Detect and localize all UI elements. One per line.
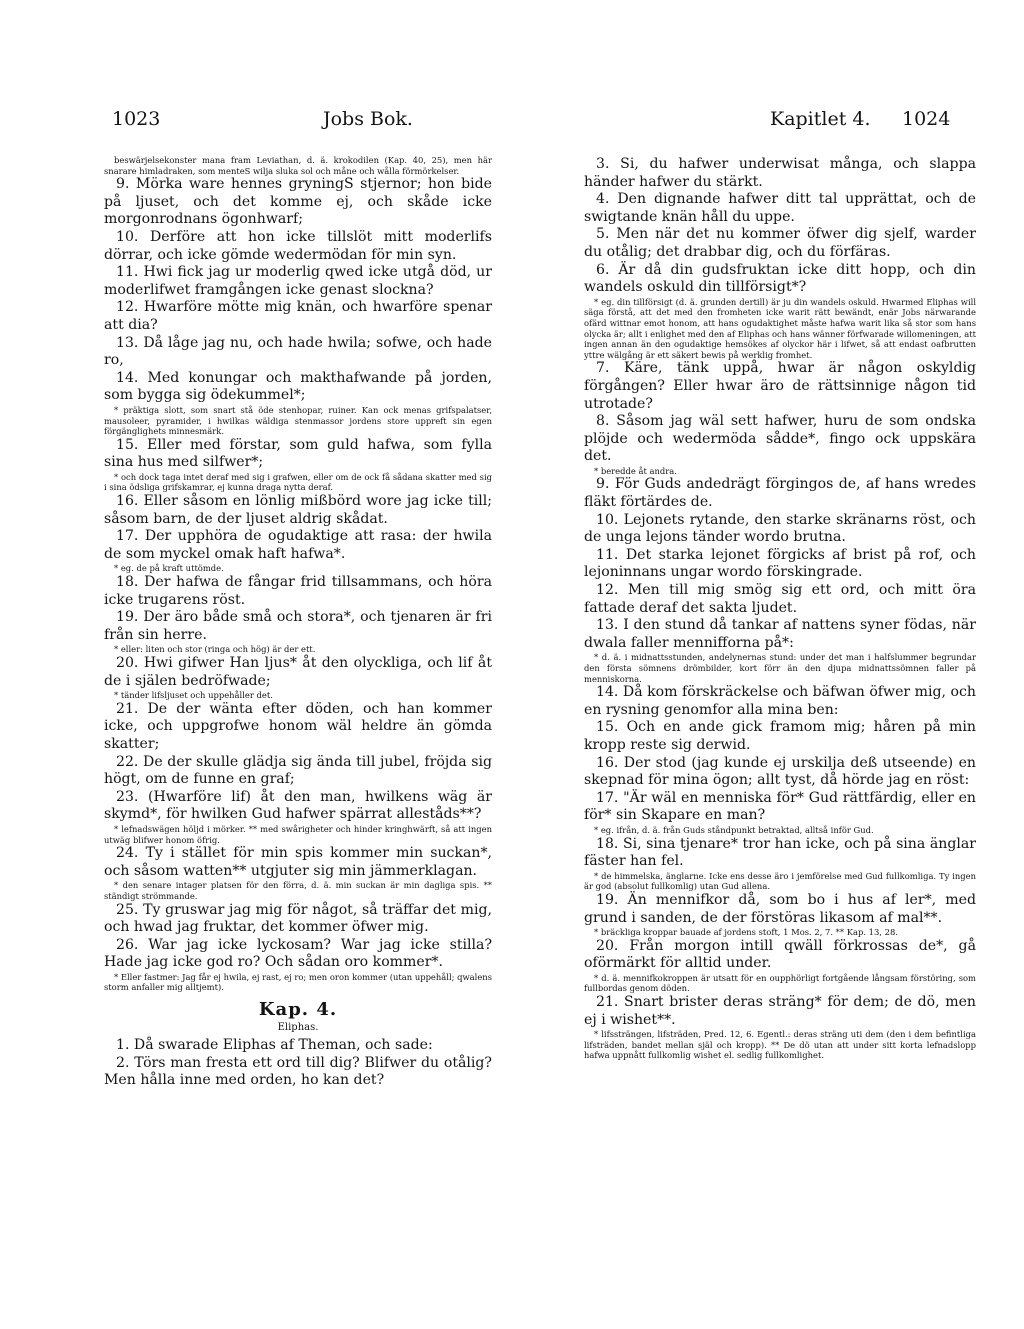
verse-paragraph: 25. Ty gruswar jag mig för något, så träffar det mig, och hwad jag fruktar, det kommer öfwer mig. — [104, 901, 492, 936]
verse-paragraph: 18. Der hafwa de fångar frid tillsammans, och höra icke trugarens röst. — [104, 574, 492, 608]
verse-paragraph: 12. Hwarföre mötte mig knän, och hwarföre spenar att dia? — [104, 299, 492, 333]
verse-paragraph: 19. Än mennifkor då, som bo i hus af ler*, med grund i sanden, de der förstöras likasom af mal**. — [584, 891, 976, 926]
verse-paragraph: 17. "Är wäl en menniska för* Gud rättfärdig, eller en för* sin Skapare en man? — [584, 789, 976, 824]
verse-paragraph: 23. (Hwarföre lif) åt den man, hwilkens wäg är skymd*, för hwilken Gud hafwer spärrat alleståds**? — [104, 788, 492, 823]
footnote: * lifssträngen, lifsträden, Pred. 12, 6. Egentl.: deras sträng uti dem (den i dem befintliga lifsträden, bandet mellan själ och kropp). ** De dö utan att under sitt korta lefnadslopp hafwa uppnått fullkomlig wishet el. sedlig fullkomlighet. — [584, 1029, 976, 1061]
verse-paragraph: 14. Med konungar och makthafwande på jorden, som bygga sig ödekummel*; — [104, 369, 492, 404]
verse-paragraph: 11. Det starka lejonet förgicks af brist på rof, och lejoninnans ungar wordo förskingrade. — [584, 546, 976, 581]
verse-paragraph: 22. De der skulle glädja sig ända till jubel, fröjda sig högt, om de funne en graf; — [104, 753, 492, 788]
verse-paragraph: 3. Si, du hafwer underwisat många, och slappa händer hafwer du stärkt. — [584, 156, 976, 190]
verse-paragraph: 26. War jag icke lyckosam? War jag icke stilla? Hade jag icke god ro? Och sådan oro kommer*. — [104, 936, 492, 971]
verse-paragraph: 9. Mörka ware hennes gryningS stjernor; hon bide på ljuset, och det komme ej, och skåde icke morgonrodnans ögonhwarf; — [104, 176, 492, 228]
verse-paragraph: 20. Från morgon intill qwäll förkrossas de*, gå oförmärkt för alltid under. — [584, 937, 976, 972]
right-column — [584, 156, 976, 1061]
verse-paragraph: 11. Hwi fick jag ur moderlig qwed icke utgå död, ur moderlifwet framgången icke genast slockna? — [104, 264, 492, 298]
footnote: * och dock taga intet deraf med sig i grafwen, eller om de ock få sådana skatter med sig i sina ödsliga grifskamrar, ej kunna draga nytta deraf. — [104, 471, 492, 493]
section-subheading: Eliphas. — [277, 1022, 319, 1034]
footnote: * beredde åt andra. — [594, 465, 677, 476]
verse-paragraph: 4. Den dignande hafwer ditt tal upprättat, och de swigtande knän håll du uppe. — [584, 191, 976, 225]
footnote: * präktiga slott, som snart stå öde stenhopar, ruiner. Kan ock menas grifspalatser, mausoleer, pyramider, i hwilkas wäldiga stenmassor jordens store uppreft sin egen förgänglighets minnesmärk. — [104, 404, 492, 437]
verse-paragraph: 13. Då låge jag nu, och hade hwila; sofwe, och hade ro, — [104, 334, 492, 369]
verse-paragraph: 5. Men när det nu kommer öfwer dig sjelf, warder du otålig; det drabbar dig, och du förfäras. — [584, 226, 976, 260]
verse-paragraph: 1. Då swarade Eliphas af Theman, och sade: — [116, 1037, 433, 1054]
verse-paragraph: 9. För Guds andedrägt förgingos de, af hans wredes fläkt förtärdes de. — [584, 476, 976, 511]
footnote: * den senare intager platsen för den förra, d. ä. min suckan är min dagliga spis. ** ständigt strömmande. — [104, 880, 492, 901]
verse-paragraph: 10. Lejonets rytande, den starke skränarns röst, och de unga lejons tänder wordo brutna. — [584, 511, 976, 546]
chapter-label: Kapitlet 4. — [770, 108, 871, 130]
footnote: * eg. ifrån, d. ä. från Guds ståndpunkt betraktad, alltså inför Gud. — [594, 824, 874, 835]
footnote: * eg. de på kraft uttömde. — [114, 563, 224, 574]
footnote: * eller: liten och stor (ringa och hög) är der ett. — [114, 644, 316, 655]
footnote: beswärjelsekonster mana fram Leviathan, d. ä. krokodilen (Kap. 40, 25), men här snarare himladraken, som menteS wilja sluka sol och måne och wålla förmörkelser. — [104, 155, 492, 176]
verse-paragraph: 10. Derföre att hon icke tillslöt mitt moderlifs dörrar, och icke gömde wedermödan för min syn. — [104, 228, 492, 263]
verse-paragraph: 14. Då kom förskräckelse och bäfwan öfwer mig, och en rysning genomfor alla mina ben: — [584, 684, 976, 718]
footnote: * eg. din tillförsigt (d. ä. grunden dertill) är ju din wandels oskuld. Hwarmed Eliphas will säga förstå, att det med den fromheten icke warit rätt bewändt, enär Jobs närwarande ofärd wittnar emot honom, att hans ogudaktighet måste hafwa warit lika så stor som hans olycka är; allt i enlighet med den af Eliphas och hans wänner förfwarade willomeningen, att ingen annan än den ogudaktige hemsökes af olyckor här i lifwet, så att endast oafbrutten yttre wälgång är ett säkert bewis på werklig fromhet. — [584, 296, 976, 360]
verse-paragraph: 18. Si, sina tjenare* tror han icke, och på sina änglar fäster han fel. — [584, 835, 976, 870]
verse-paragraph: 13. I den stund då tankar af nattens syner födas, när dwala faller mennifforna på*: — [584, 617, 976, 651]
verse-paragraph: 15. Eller med förstar, som guld hafwa, som fylla sina hus med silfwer*; — [104, 436, 492, 471]
left-column — [104, 155, 492, 1090]
footnote: * d. ä. i midnattsstunden, andelynernas stund: under det man i halfslummer begrundar den första sömnens drömbilder, kort förr än den djupa midnattssömnen faller på menniskorna. — [584, 652, 976, 684]
verse-paragraph: 16. Der stod (jag kunde ej urskilja deß utseende) en skepnad för mina ögon; allt tyst, då hörde jag en röst: — [584, 754, 976, 789]
footnote: * de himmelska, änglarne. Icke ens desse äro i jemförelse med Gud fullkomliga. Ty ingen är god (absolut fullkomlig) utan Gud allena. — [584, 870, 976, 892]
verse-paragraph: 21. Snart brister deras sträng* för dem; de dö, men ej i wishet**. — [584, 994, 976, 1028]
page-header — [112, 108, 972, 138]
chapter-heading: Kap. 4. — [258, 999, 338, 1021]
footnote: * bräckliga kroppar bauade af jordens stoft, 1 Mos. 2, 7. ** Kap. 13, 28. — [594, 927, 898, 938]
footnote: * tänder lifsljuset och uppehåller det. — [114, 690, 273, 701]
verse-paragraph: 6. Är då din gudsfruktan icke ditt hopp, och din wandels oskuld din tillförsigt*? — [584, 261, 976, 296]
verse-paragraph: 15. Och en ande gick framom mig; håren på min kropp reste sig derwid. — [584, 719, 976, 753]
book-title: Jobs Bok. — [323, 108, 413, 130]
page-number-left: 1023 — [112, 108, 161, 130]
verse-paragraph: 19. Der äro både små och stora*, och tjenaren är fri från sin herre. — [104, 609, 492, 643]
verse-paragraph: 2. Törs man fresta ett ord till dig? Blifwer du otålig? Men hålla inne med orden, ho kan det? — [104, 1054, 492, 1089]
verse-paragraph: 7. Käre, tänk uppå, hwar är någon oskyldig förgången? Eller hwar äro de rättsinnige någon tid utrotade? — [584, 360, 976, 412]
footnote: * Eller fastmer: Jag får ej hwila, ej rast, ej ro; men oron kommer (utan uppehåll; qwalens storm anfaller mig alltjemt). — [104, 971, 492, 993]
verse-paragraph: 16. Eller såsom en lönlig mißbörd wore jag icke till; såsom barn, de der ljuset aldrig skådat. — [104, 493, 492, 527]
footnote: * d. ä. mennifkokroppen är utsatt för en oupphörligt fortgående långsam förstöring, som fullbordas genom döden. — [584, 972, 976, 994]
verse-paragraph: 20. Hwi gifwer Han ljus* åt den olyckliga, och lif åt de i själen bedröfwade; — [104, 655, 492, 689]
page-number-right: 1024 — [902, 108, 951, 130]
verse-paragraph: 24. Ty i stället för min spis kommer min suckan*, och såsom watten** utgjuter sig min jämmerklagan. — [104, 845, 492, 879]
verse-paragraph: 8. Såsom jag wäl sett hafwer, huru de som ondska plöjde och wedermöda sådde*, fingo ock uppskära det. — [584, 413, 976, 465]
verse-paragraph: 17. Der upphöra de ogudaktige att rasa: der hwila de som myckel omak haft hafwa*. — [104, 528, 492, 562]
footnote: * lefnadswägen höljd i mörker. ** med swårigheter och hinder kringhwärft, så att ingen utwäg blifwer honom öfrig. — [104, 823, 492, 845]
verse-paragraph: 21. De der wänta efter döden, och han kommer icke, och uppgrofwe honom wäl heldre än gömda skatter; — [104, 700, 492, 752]
verse-paragraph: 12. Men till mig smög sig ett ord, och mitt öra fattade deraf det sakta ljudet. — [584, 582, 976, 616]
